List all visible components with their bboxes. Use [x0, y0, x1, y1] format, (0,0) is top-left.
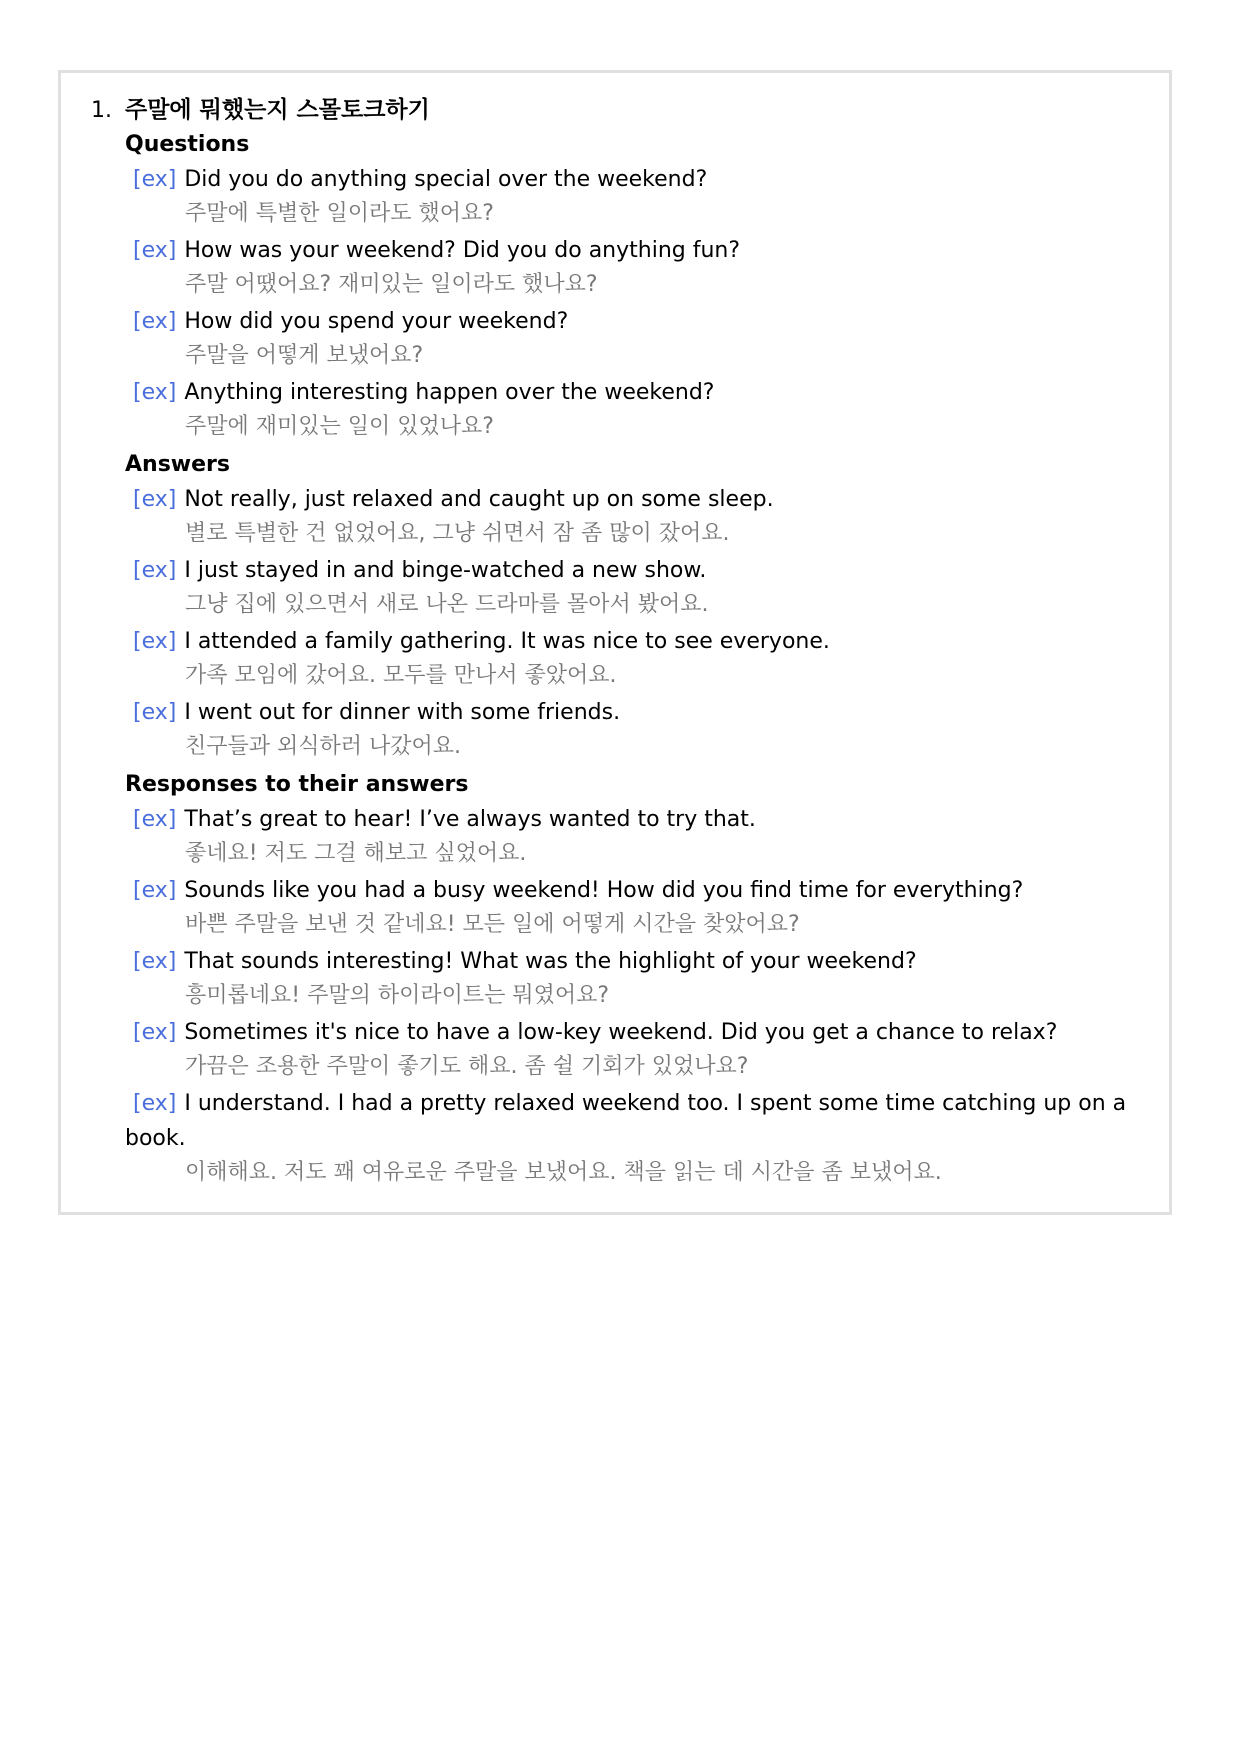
english-text: Not really, just relaxed and caught up on some sleep. [184, 487, 774, 512]
korean-translation: 가족 모임에 갔어요. 모두를 만나서 좋았어요. [185, 663, 617, 688]
english-sentence [125, 1086, 1141, 1156]
section-heading: Responses to their answers [125, 772, 469, 797]
list-item [125, 1015, 1141, 1084]
section-title-row [91, 91, 1141, 124]
english-sentence [125, 482, 1141, 517]
korean-translation: 좋네요! 저도 그걸 해보고 싶었어요. [185, 841, 527, 866]
ex-tag: [ex] [133, 558, 177, 583]
korean-translation: 가끔은 조용한 주말이 좋기도 해요. 좀 쉴 기회가 있었나요? [185, 1054, 749, 1079]
english-sentence [125, 873, 1141, 908]
english-text: I just stayed in and binge-watched a new show. [184, 558, 707, 583]
list-item [125, 624, 1141, 693]
ex-tag: [ex] [133, 167, 177, 192]
content-card [58, 70, 1172, 1215]
english-text: That sounds interesting! What was the highlight of your weekend? [184, 949, 917, 974]
english-sentence [125, 233, 1141, 268]
english-sentence [125, 162, 1141, 197]
english-sentence [125, 944, 1141, 979]
sections-container [91, 128, 1141, 1190]
korean-translation: 별로 특별한 건 없었어요, 그냥 쉬면서 잠 좀 많이 잤어요. [185, 521, 730, 546]
english-text: I attended a family gathering. It was nice to see everyone. [184, 629, 830, 654]
list-item [125, 482, 1141, 551]
english-sentence [125, 375, 1141, 410]
ex-tag: [ex] [133, 1091, 177, 1116]
list-item [125, 304, 1141, 373]
korean-translation: 그냥 집에 있으면서 새로 나온 드라마를 몰아서 봤어요. [185, 592, 709, 617]
ex-tag: [ex] [133, 949, 177, 974]
english-sentence [125, 624, 1141, 659]
english-sentence [125, 802, 1141, 837]
ex-tag: [ex] [133, 629, 177, 654]
list-number: 1. [91, 98, 112, 123]
ex-tag: [ex] [133, 807, 177, 832]
ex-tag: [ex] [133, 238, 177, 263]
ex-tag: [ex] [133, 700, 177, 725]
korean-translation: 이해해요. 저도 꽤 여유로운 주말을 보냈어요. 책을 읽는 데 시간을 좀 보냈어요. [185, 1160, 942, 1185]
list-item [125, 695, 1141, 764]
english-text: That’s great to hear! I’ve always wanted to try that. [184, 807, 756, 832]
list-item [125, 375, 1141, 444]
list-item [125, 1086, 1141, 1190]
english-text: How was your weekend? Did you do anything fun? [184, 238, 741, 263]
korean-translation: 주말을 어떻게 보냈어요? [185, 343, 424, 368]
list-item [125, 162, 1141, 231]
korean-translation: 주말에 재미있는 일이 있었나요? [185, 414, 494, 439]
english-text: I went out for dinner with some friends. [184, 700, 621, 725]
english-sentence [125, 1015, 1141, 1050]
korean-translation: 친구들과 외식하러 나갔어요. [185, 734, 462, 759]
list-item [125, 873, 1141, 942]
english-sentence [125, 304, 1141, 339]
korean-translation: 흥미롭네요! 주말의 하이라이트는 뭐였어요? [185, 983, 610, 1008]
section-heading: Answers [125, 452, 230, 477]
list-item [125, 944, 1141, 1013]
ex-tag: [ex] [133, 878, 177, 903]
english-text: Sounds like you had a busy weekend! How did you find time for everything? [184, 878, 1024, 903]
ex-tag: [ex] [133, 380, 177, 405]
korean-translation: 바쁜 주말을 보낸 것 같네요! 모든 일에 어떻게 시간을 찾았어요? [185, 912, 800, 937]
section-heading: Questions [125, 132, 250, 157]
ex-tag: [ex] [133, 1020, 177, 1045]
english-text: Sometimes it's nice to have a low-key weekend. Did you get a chance to relax? [184, 1020, 1058, 1045]
english-sentence [125, 695, 1141, 730]
english-sentence [125, 553, 1141, 588]
ex-tag: [ex] [133, 487, 177, 512]
english-text: I understand. I had a pretty relaxed weekend too. I spent some time catching up on a book. [125, 1091, 1127, 1151]
korean-translation: 주말 어땠어요? 재미있는 일이라도 했나요? [185, 272, 598, 297]
page-title: 주말에 뭐했는지 스몰토크하기 [125, 97, 430, 123]
english-text: Anything interesting happen over the weekend? [184, 380, 715, 405]
ex-tag: [ex] [133, 309, 177, 334]
korean-translation: 주말에 특별한 일이라도 했어요? [185, 201, 494, 226]
list-item [125, 233, 1141, 302]
english-text: Did you do anything special over the weekend? [184, 167, 708, 192]
list-item [125, 802, 1141, 871]
list-item [125, 553, 1141, 622]
english-text: How did you spend your weekend? [184, 309, 569, 334]
